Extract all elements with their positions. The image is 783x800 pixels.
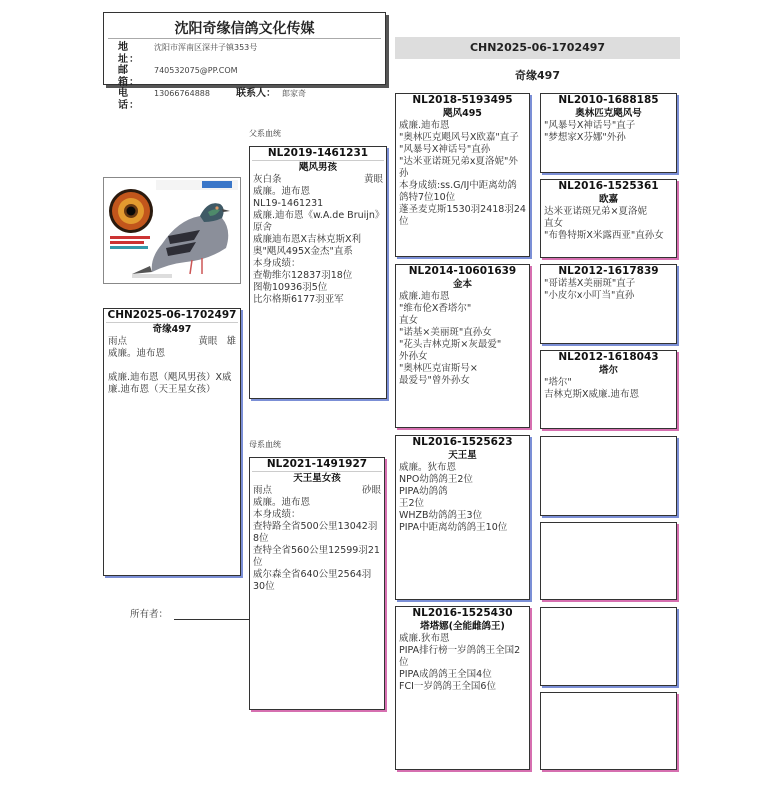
grandsire-paternal-card: [395, 93, 530, 257]
dam-card: [249, 457, 385, 710]
ggp-ring-number: NL2012-1617839: [558, 265, 659, 277]
ggp-note-line: "风暴号X神话号"直子: [544, 120, 636, 131]
sire-name: 飓风男孩: [298, 162, 337, 173]
grandparent-note-line: 本身成绩:ss.G/IJ中距离幼鸽鸽特7位10位: [399, 180, 517, 203]
grandparent-note-line: "风暴号X神话号"直孙: [399, 144, 491, 155]
sire-note-line: 威廉。迪布恩: [253, 186, 311, 197]
phone-value: 13066764888: [154, 89, 210, 98]
sire-note-line: 图勒10936羽5位: [253, 282, 328, 293]
sire-eye: 黄眼: [363, 174, 383, 185]
ggp-note-line: 达米亚诺斑兄弟×夏洛妮: [544, 206, 647, 217]
dam-note-line: 查特路全省500公里13042羽8位: [253, 521, 378, 544]
ggp-name: 欧嘉: [598, 194, 618, 205]
grandparent-ring-number: NL2016-1525623: [412, 436, 513, 448]
great-grandparent-card-7-empty: [540, 607, 677, 686]
email-label: 邮 箱：: [118, 65, 140, 88]
dam-color: 雨点: [253, 485, 273, 496]
dam-note-line: 本身成绩：: [253, 509, 301, 520]
dam-notes: [253, 497, 381, 593]
sire-note-line: NL19-1461231: [253, 198, 324, 209]
grandparent-note-line: "维布伦X香塔尔": [399, 303, 472, 314]
grandparent-note-line: 威廉.狄布恩: [399, 633, 450, 644]
ggp-ring-number: NL2010-1688185: [558, 94, 659, 106]
grandsire-maternal-card: [395, 435, 530, 600]
grandparent-note-line: 外孙女: [399, 351, 428, 362]
grandparent-note-line: 蓬圣麦克斯1530羽2418羽24位: [399, 204, 526, 227]
granddam-paternal-card: [395, 264, 530, 428]
grandparent-note-line: 最爱号"曾外孙女: [399, 375, 470, 386]
grandparent-note-line: WHZB幼鸽鸽王3位: [399, 510, 483, 521]
address-label: 地 址：: [118, 42, 140, 65]
sire-ring-number: NL2019-1461231: [252, 147, 384, 161]
grandparent-note-line: PIPA排行榜一岁鸽鸽王全国2位: [399, 645, 521, 668]
sire-note-line: 比尔格斯6177羽亚军: [253, 294, 344, 305]
ggp-note-line: 直女: [544, 218, 564, 229]
subject-ring-number: CHN2025-06-1702497: [107, 309, 237, 321]
sire-note-line: 查勒维尔12837羽18位: [253, 270, 353, 281]
ggp-note-line: "小皮尔x小叮当"直孙: [544, 290, 635, 301]
great-grandparent-card-8-empty: [540, 692, 677, 770]
great-grandparent-card-3: [540, 264, 677, 344]
sire-note-line: 威廉.迪布恩《w.A.de Bruijn》原舍: [253, 210, 380, 233]
sire-side-label: 父系血统: [249, 129, 281, 138]
grandparent-note-line: 威廉.迪布恩: [399, 291, 450, 302]
grandparent-note-line: "奥林匹克飓风号X欧嘉"直子: [399, 132, 519, 143]
main-ring-number: CHN2025-06-1702497: [395, 37, 680, 59]
owner-label: 所有者：: [130, 609, 169, 620]
ggp-note-line: "梦想家X芬娜"外孙: [544, 132, 626, 143]
great-grandparent-card-5-empty: [540, 436, 677, 516]
breeder-header-card: [103, 12, 386, 111]
grandparent-note-line: "达米亚诺斑兄弟x夏洛妮"外孙: [399, 156, 518, 179]
sire-notes: [253, 186, 383, 306]
great-grandparent-card-4: [540, 350, 677, 429]
grandparent-note-line: PIPA中距离幼鸽鸽王10位: [399, 522, 508, 533]
grandparent-note-line: 王2位: [399, 498, 425, 509]
dam-note-line: 威廉。迪布恩: [253, 497, 311, 508]
ggp-note-line: "布鲁特斯X米露西亚"直孙女: [544, 230, 664, 241]
ggp-ring-number: NL2012-1618043: [558, 351, 659, 363]
ggp-note-line: 吉林克斯X威廉.迪布恩: [544, 389, 640, 400]
dam-eye: 砂眼: [361, 485, 381, 496]
great-grandparent-card-2: [540, 179, 677, 258]
sire-card: [249, 146, 387, 399]
grandparent-note-line: "奥林匹克宙斯号×: [399, 363, 478, 374]
grandparent-name: 飓风495: [443, 108, 482, 119]
grandparent-note-line: PIPA幼鸽鸽: [399, 486, 448, 497]
grandparent-name: 天王星: [448, 450, 477, 461]
pigeon-photo: [103, 177, 241, 284]
contact-label: 联系人：: [236, 88, 276, 99]
grandparent-note-line: FCI一岁鸽鸽王全国6位: [399, 681, 496, 692]
ggp-note-line: "哥诺基X美丽斑"直子: [544, 278, 636, 289]
sire-note-line: 威廉迪布恩X吉林克斯X利奥"飓风495X金杰"直系: [253, 234, 362, 257]
grandparent-ring-number: NL2014-10601639: [408, 265, 517, 277]
grandparent-note-line: 威廉.迪布恩: [399, 120, 450, 131]
grandparent-note-line: "诺基×美丽斑"直孙女: [399, 327, 492, 338]
great-grandparent-card-1: [540, 93, 677, 173]
subject-pigeon-card: [103, 308, 241, 576]
dam-ring-number: NL2021-1491927: [252, 458, 382, 472]
grandparent-note-line: NPO幼鸽鸽王2位: [399, 474, 473, 485]
ggp-ring-number: NL2016-1525361: [558, 180, 659, 192]
subject-color: 雨点: [108, 336, 128, 347]
phone-label: 电 话：: [118, 88, 140, 111]
breeder-title: 沈阳奇缘信鸽文化传媒: [108, 13, 381, 39]
address-value: 沈阳市浑南区深井子镇353号: [154, 43, 258, 52]
grandparent-ring-number: NL2016-1525430: [412, 607, 513, 619]
subject-eye: 黄眼: [198, 336, 218, 347]
owner-field: [130, 606, 254, 620]
grandparent-ring-number: NL2018-5193495: [412, 94, 513, 106]
dam-note-line: 查特全省560公里12599羽21位: [253, 545, 380, 568]
dam-note-line: 威尔森全省640公里2564羽30位: [253, 569, 372, 592]
great-grandparent-card-6-empty: [540, 522, 677, 600]
grandparent-note-line: 威廉。狄布恩: [399, 462, 457, 473]
grandparent-note-line: "花头吉林克斯×灰最爱": [399, 339, 502, 350]
pigeon-image: [104, 178, 240, 283]
grandparent-note-line: 直女: [399, 315, 419, 326]
grandparent-name: 塔塔娜(全能雌鸽王): [420, 621, 505, 632]
grandparent-name: 金本: [452, 279, 472, 290]
subject-breeder: 威廉。迪布恩: [108, 348, 166, 359]
subject-sex: 雄: [226, 336, 236, 347]
subject-pedigree: 威廉.迪布恩（飓风男孩）X威廉.迪布恩（天王星女孩）: [108, 372, 232, 395]
subject-name: 奇缘497: [152, 324, 192, 335]
ggp-name: 塔尔: [598, 365, 618, 376]
grandparent-note-line: PIPA成鸽鸽王全国4位: [399, 669, 492, 680]
main-pigeon-name: 奇缘497: [515, 69, 560, 82]
dam-name: 天王星女孩: [293, 473, 341, 484]
email-value: 740532075@PP.COM: [154, 66, 238, 75]
ggp-name: 奥林匹克飓风号: [575, 108, 642, 119]
sire-note-line: 本身成绩：: [253, 258, 301, 269]
owner-signature-line: [174, 619, 254, 620]
granddam-maternal-card: [395, 606, 530, 770]
sire-color: 灰白条: [253, 174, 282, 185]
contact-value: 郎家奇: [282, 89, 306, 98]
ggp-note-line: "塔尔": [544, 377, 572, 388]
dam-side-label: 母系血统: [249, 440, 281, 449]
